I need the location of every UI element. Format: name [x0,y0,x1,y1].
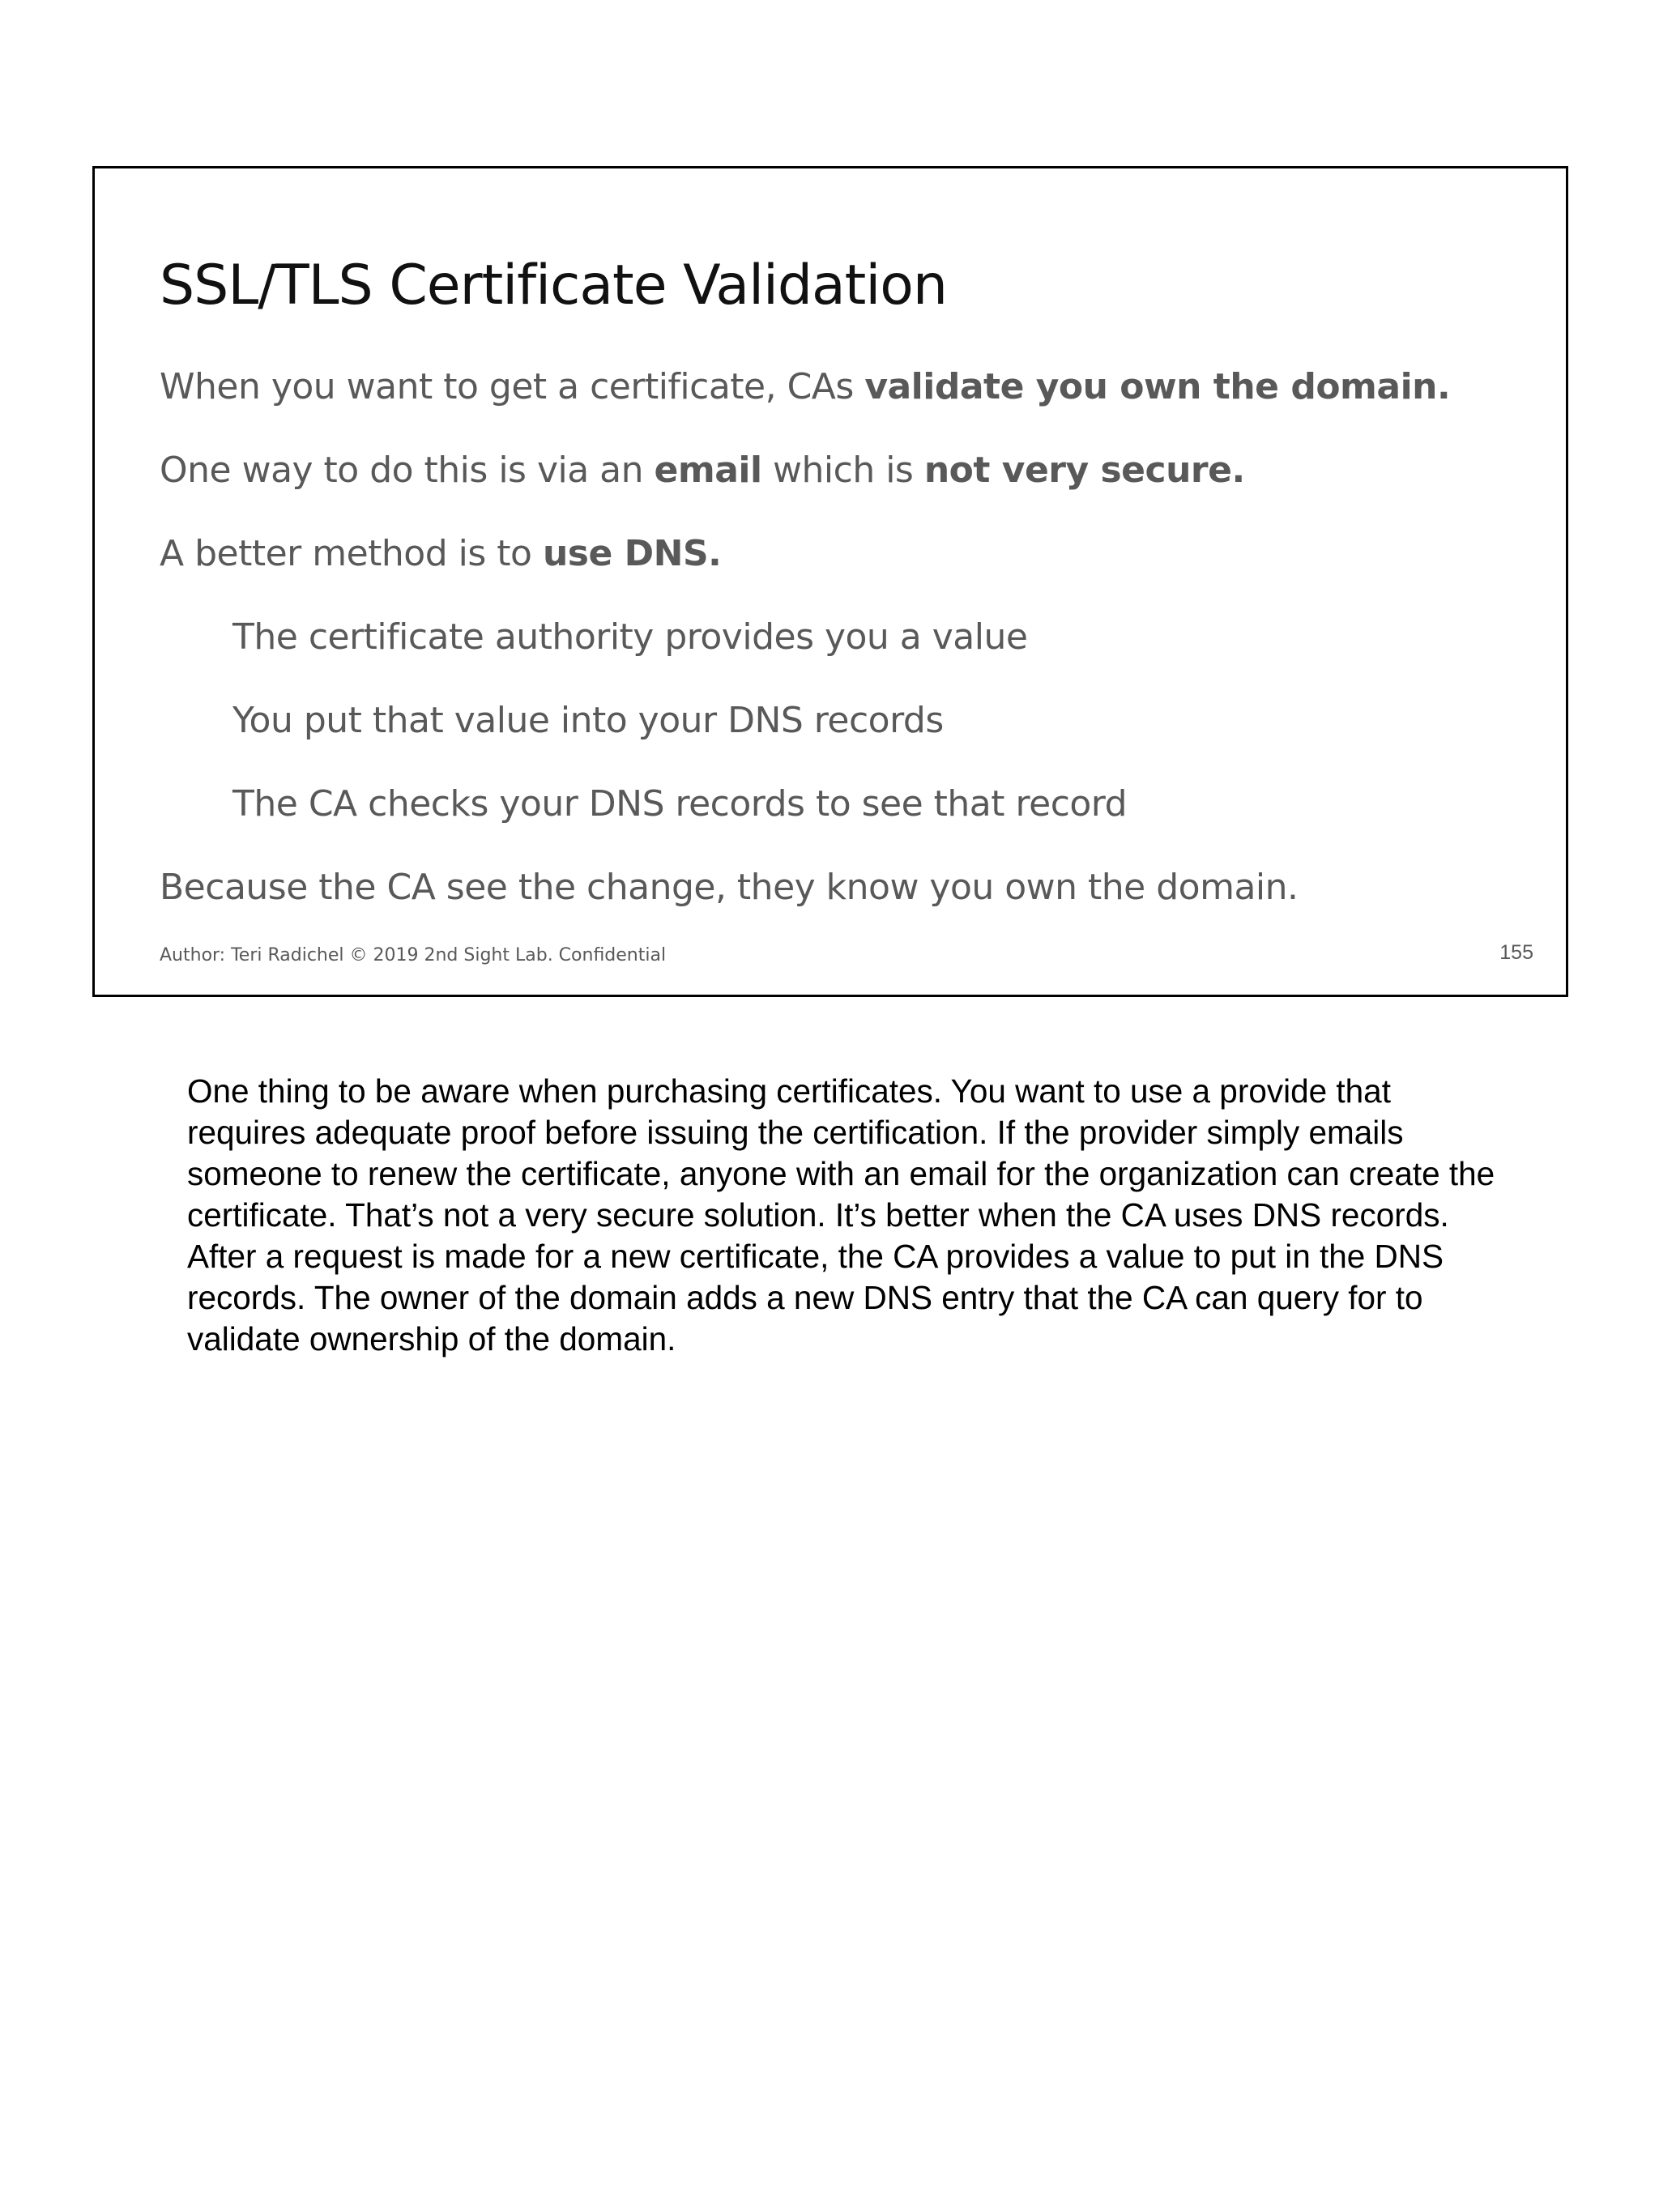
slide-sub-bullet-3: The CA checks your DNS records to see that record [232,783,1128,825]
bullet-1-text: When you want to get a certificate, CAs [160,366,865,407]
bullet-2-text: One way to do this is via an [160,450,655,491]
slide-sub-bullet-1: The certificate authority provides you a value [232,616,1028,658]
slide-page-number: 155 [1499,941,1533,964]
bullet-1-bold: validate you own the domain. [864,366,1451,407]
speaker-notes: One thing to be aware when purchasing certificates. You want to use a provide that requires adequate proof before issuing the certification. If the provider simply emails someone to renew the certificate, anyone with an email for the organization can create the certificate. That’s not a very secure solution. It’s better when the CA uses DNS records. After a request is made for a new certificate, the CA provides a value to put in the DNS records. The owner of the domain adds a new DNS entry that the CA can query for to validate ownership of the domain. [187,1072,1495,1357]
bullet-3-text: A better method is to [160,533,543,574]
bullet-2-mid: which is [761,450,924,491]
slide-bullet-2 [160,450,1245,492]
bullet-3-bold: use DNS. [542,533,722,574]
slide-sub-bullet-2: You put that value into your DNS records [232,700,944,741]
bullet-2-bold-insecure: not very secure. [923,450,1245,491]
slide-footer-author: Author: Teri Radichel © 2019 2nd Sight Lab. Confidential [160,945,667,965]
slide-frame [92,166,1568,997]
slide-bullet-3 [160,533,721,576]
bullet-2-bold-email: email [654,450,762,491]
slide-bullet-1 [160,366,1450,409]
slide-bullet-4: Because the CA see the change, they know you own the domain. [160,867,1299,908]
slide-title: SSL/TLS Certificate Validation [160,254,947,318]
